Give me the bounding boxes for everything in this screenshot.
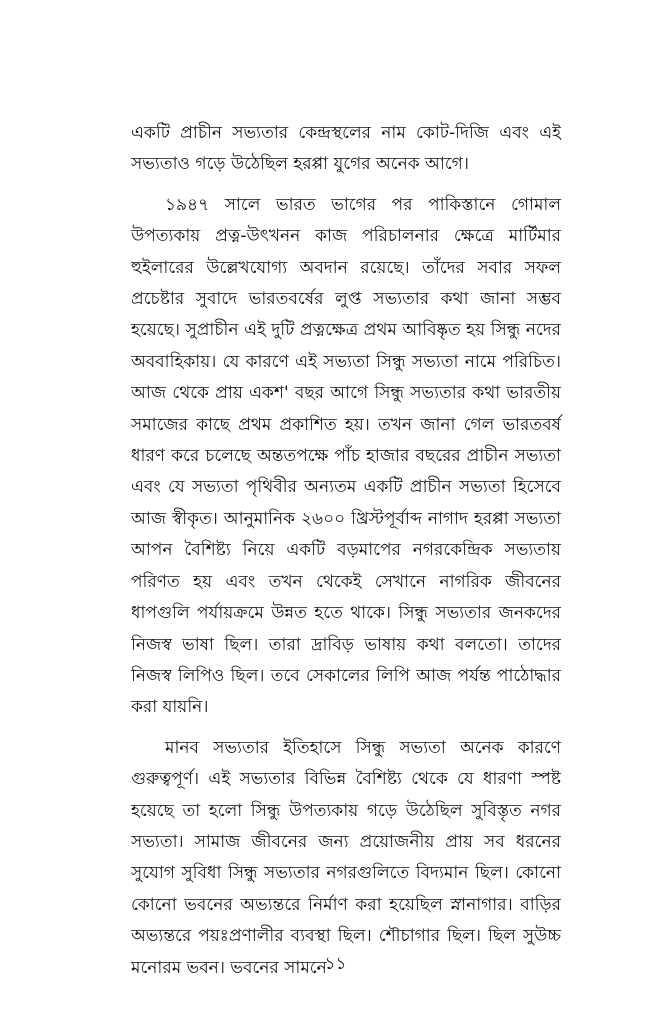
paragraph-indus-importance: মানব সভ্যতার ইতিহাসে সিন্ধু সভ্যতা অনেক কারণে গুরুত্বপূর্ণ। এই সভ্যতার বিভিন্ন বৈশিষ্ট্য থেকে যে ধারণা স্পষ্ট হয়েছে তা হলো সিন্ধু উপত্যকায় গড়ে উঠেছিল সুবিস্তৃত নগর সভ্যতা। সামাজ জীবনের জন্য প্রয়োজনীয় প্রায় সব ধরনের সুযোগ সুবিধা সিন্ধু সভ্যতার নগরগুলিতে বিদ্যমান ছিল। কোনো কোনো ভবনের অভ্যন্তরে নির্মাণ করা হয়েছিল স্নানাগার। বাড়ির অভ্যন্তরে পয়ঃপ্রণালীর ব্যবস্থা ছিল। শৌচাগার ছিল। ছিল সুউচ্চ মনোরম ভবন। ভবনের সামনে — [131, 737, 561, 978]
body-text — [131, 118, 561, 984]
paragraph-kot-diji: একটি প্রাচীন সভ্যতার কেন্দ্রস্থলের নাম কোট-দিজি এবং এই সভ্যতাও গড়ে উঠেছিল হরপ্পা যুগের অনেক আগে। — [131, 123, 561, 175]
page-number: ১১ — [324, 954, 347, 974]
paragraph-partition-excavation: ১৯৪৭ সালে ভারত ভাগের পর পাকিস্তানে গোমাল উপত্যকায় প্রত্ন-উৎখনন কাজ পরিচালনার ক্ষেত্রে মার্টিমার হুইলারের উল্লেখযোগ্য অবদান রয়েছে। তাঁদের সবার সফল প্রচেষ্টার সুবাদে ভারতবর্ষের লুপ্ত সভ্যতার কথা জানা সম্ভব হয়েছে। সুপ্রাচীন এই দুটি প্রত্নক্ষেত্র প্রথম আবিষ্কৃত হয় সিন্ধু নদের অববাহিকায়। যে কারণে এই সভ্যতা সিন্ধু সভ্যতা নামে পরিচিত। আজ থেকে প্রায় একশ' বছর আগে সিন্ধু সভ্যতার কথা ভারতীয় সমাজের কাছে প্রথম প্রকাশিত হয়। তখন জানা গেল ভারতবর্ষ ধারণ করে চলেছে অন্ততপক্ষে পাঁচ হাজার বছরের প্রাচীন সভ্যতা এবং যে সভ্যতা পৃথিবীর অন্যতম একটি প্রাচীন সভ্যতা হিসেবে আজ স্বীকৃত। আনুমানিক ২৬০০ খ্রিস্টপূর্বাব্দ নাগাদ হরপ্পা সভ্যতা আপন বৈশিষ্ট্য নিয়ে একটি বড়মাপের নগরকেন্দ্রিক সভ্যতায় পরিণত হয় এবং তখন থেকেই সেখানে নাগরিক জীবনের ধাপগুলি পর্যায়ক্রমে উন্নত হতে থাকে। সিন্ধু সভ্যতার জনকদের নিজস্ব ভাষা ছিল। তারা দ্রাবিড় ভাষায় কথা বলতো। তাদের নিজস্ব লিপিও ছিল। তবে সেকালের লিপি আজ পর্যন্ত পাঠোদ্ধার করা যায়নি। — [131, 194, 561, 718]
